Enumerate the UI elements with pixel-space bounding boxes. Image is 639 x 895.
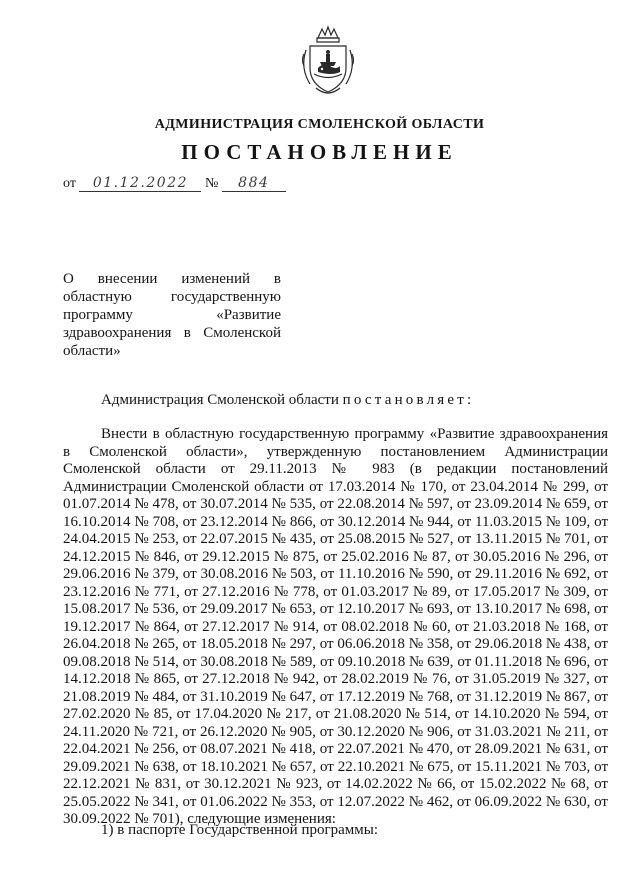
- preamble-verb: постановляет:: [342, 392, 475, 408]
- document-type: ПОСТАНОВЛЕНИЕ: [181, 140, 458, 164]
- preamble-text: Администрация Смоленской области: [101, 392, 339, 408]
- registration-line: [63, 175, 286, 192]
- smolensk-coat-of-arms-icon: [296, 24, 360, 100]
- date-prefix: от: [63, 176, 76, 191]
- organization-name: АДМИНИСТРАЦИЯ СМОЛЕНСКОЙ ОБЛАСТИ: [154, 117, 485, 132]
- document-date: 01.12.2022: [79, 175, 201, 192]
- document-number: 884: [222, 175, 286, 192]
- number-prefix: №: [204, 176, 219, 191]
- document-subject: О внесении изменений в областную государственную программу «Развитие здравоохранения в Смоленской области»: [63, 271, 281, 359]
- body-paragraph: Внести в областную государственную программу «Развитие здравоохранения в Смоленской области», утвержденную постановлением Администрации Смоленской области от 29.11.2013 № 983 (в редакции постановлений Администрации Смоленской области от 17.03.2014 № 170, от 23.04.2014 № 299, от 01.07.2014 № 478, от 30.07.2014 № 535, от 22.08.2014 № 597, от 23.09.2014 № 659, от 16.10.2014 № 708, от 23.12.2014 № 866, от 30.12.2014 № 944, от 11.03.2015 № 109, от 24.04.2015 № 253, от 22.07.2015 № 435, от 25.08.2015 № 527, от 13.11.2015 № 701, от 24.12.2015 № 846, от 29.12.2015 № 875, от 25.02.2016 № 87, от 30.05.2016 № 296, от 29.06.2016 № 379, от 30.08.2016 № 503, от 11.10.2016 № 590, от 29.11.2016 № 692, от 23.12.2016 № 771, от 27.12.2016 № 778, от 01.03.2017 № 89, от 17.05.2017 № 309, от 15.08.2017 № 536, от 29.09.2017 № 653, от 12.10.2017 № 693, от 13.10.2017 № 698, от 19.12.2017 № 864, от 27.12.2017 № 914, от 08.02.2018 № 60, от 21.03.2018 № 168, от 26.04.2018 № 265, от 18.05.2018 № 297, от 06.06.2018 № 358, от 29.06.2018 № 438, от 09.08.2018 № 514, от 30.08.2018 № 589, от 09.10.2018 № 639, от 01.11.2018 № 696, от 14.12.2018 № 865, от 27.12.2018 № 942, от 28.02.2019 № 76, от 31.05.2019 № 327, от 21.08.2019 № 484, от 31.10.2019 № 647, от 17.12.2019 № 768, от 31.12.2019 № 867, от 27.02.2020 № 85, от 17.04.2020 № 217, от 21.08.2020 № 514, от 14.10.2020 № 594, от 24.11.2020 № 721, от 26.12.2020 № 905, от 30.12.2020 № 906, от 31.03.2021 № 211, от 22.04.2021 № 256, от 08.07.2021 № 418, от 22.07.2021 № 470, от 28.09.2021 № 631, от 29.09.2021 № 638, от 18.10.2021 № 657, от 22.10.2021 № 675, от 15.11.2021 № 703, от 22.12.2021 № 831, от 30.12.2021 № 923, от 14.02.2022 № 66, от 15.02.2022 № 68, от 25.05.2022 № 341, от 01.06.2022 № 353, от 12.07.2022 № 462, от 06.09.2022 № 630, от 30.09.2022 № 701), следующие изменения:: [63, 426, 608, 827]
- list-item: 1) в паспорте Государственной программы:: [101, 822, 379, 838]
- preamble: [101, 392, 474, 409]
